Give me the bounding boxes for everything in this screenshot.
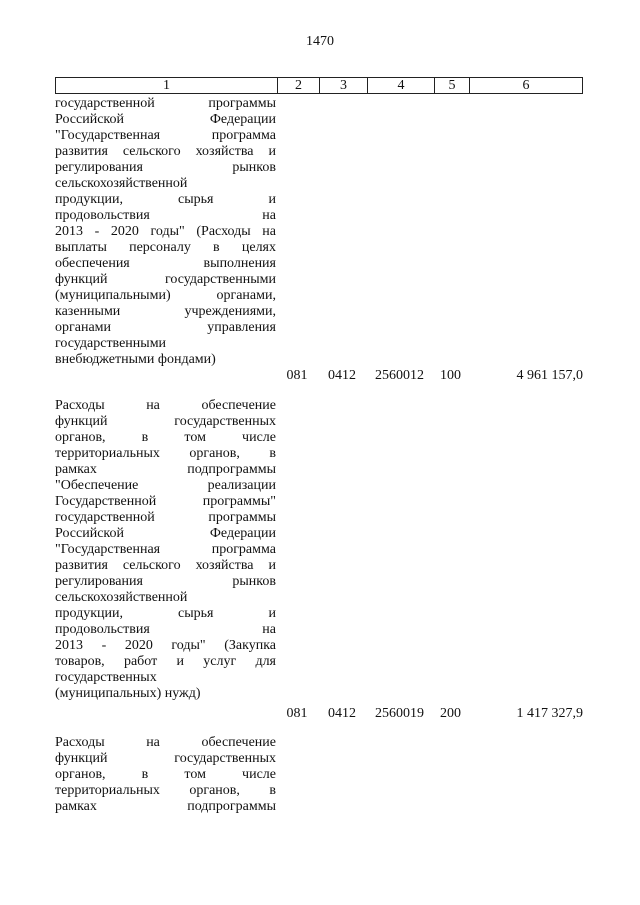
line: сельскохозяйственной xyxy=(55,176,188,191)
line: (муниципальными) органами, xyxy=(55,288,276,303)
line: органами управления xyxy=(55,320,276,335)
line: Российской Федерации xyxy=(55,112,276,127)
row-1-type-code: 100 xyxy=(440,368,461,383)
row-2-amount: 1 417 327,9 xyxy=(516,706,583,721)
line: органов, в том числе xyxy=(55,767,276,782)
row-1-section-code: 0412 xyxy=(328,368,356,383)
header-col-4: 4 xyxy=(367,78,434,93)
table-row-2-description xyxy=(55,398,276,702)
line: внебюджетными фондами) xyxy=(55,352,216,367)
line: регулирования рынков xyxy=(55,574,276,589)
table-row-3-description xyxy=(55,735,276,815)
row-1-ministry-code: 081 xyxy=(286,368,308,383)
line: органов, в том числе xyxy=(55,430,276,445)
line: государственных xyxy=(55,670,157,685)
line: территориальных органов, в xyxy=(55,446,276,461)
line: товаров, работ и услуг для xyxy=(55,654,276,669)
line: Расходы на обеспечение xyxy=(55,735,276,750)
line: "Государственная программа xyxy=(55,542,276,557)
line: государственными xyxy=(55,336,167,351)
line: развития сельского хозяйства и xyxy=(55,144,276,159)
line: рамках подпрограммы xyxy=(55,799,276,814)
line: регулирования рынков xyxy=(55,160,276,175)
line: государственной программы xyxy=(55,510,276,525)
line: продукции, сырья и xyxy=(55,192,276,207)
line: казенными учреждениями, xyxy=(55,304,276,319)
line: развития сельского хозяйства и xyxy=(55,558,276,573)
line: функций государственных xyxy=(55,751,276,766)
line: функций государственными xyxy=(55,272,276,287)
line: выплаты персоналу в целях xyxy=(55,240,276,255)
line: продовольствия на xyxy=(55,208,276,223)
row-2-section-code: 0412 xyxy=(328,706,356,721)
row-2-ministry-code: 081 xyxy=(286,706,308,721)
header-col-1: 1 xyxy=(163,78,170,93)
line: 2013 - 2020 годы" (Расходы на xyxy=(55,224,276,239)
line: Российской Федерации xyxy=(55,526,276,541)
page-number: 1470 xyxy=(306,34,334,49)
line: Расходы на обеспечение xyxy=(55,398,276,413)
row-2-target-code: 2560019 xyxy=(375,706,424,721)
row-1-target-code: 2560012 xyxy=(375,368,424,383)
line: рамках подпрограммы xyxy=(55,462,276,477)
line: государственной программы xyxy=(55,96,276,111)
line: "Обеспечение реализации xyxy=(55,478,276,493)
line: продовольствия на xyxy=(55,622,276,637)
header-col-5: 5 xyxy=(434,78,469,93)
header-col-6: 6 xyxy=(469,78,582,93)
row-1-amount: 4 961 157,0 xyxy=(516,368,583,383)
line: "Государственная программа xyxy=(55,128,276,143)
row-2-type-code: 200 xyxy=(440,706,461,721)
line: функций государственных xyxy=(55,414,276,429)
table-row-1-description xyxy=(55,96,276,368)
line: 2013 - 2020 годы" (Закупка xyxy=(55,638,276,653)
line: Государственной программы" xyxy=(55,494,276,509)
header-col-3: 3 xyxy=(319,78,367,93)
line: территориальных органов, в xyxy=(55,783,276,798)
line: сельскохозяйственной xyxy=(55,590,188,605)
line: продукции, сырья и xyxy=(55,606,276,621)
table-header xyxy=(55,77,583,94)
header-col-2: 2 xyxy=(277,78,319,93)
line: (муниципальных) нужд) xyxy=(55,686,201,701)
line: обеспечения выполнения xyxy=(55,256,276,271)
